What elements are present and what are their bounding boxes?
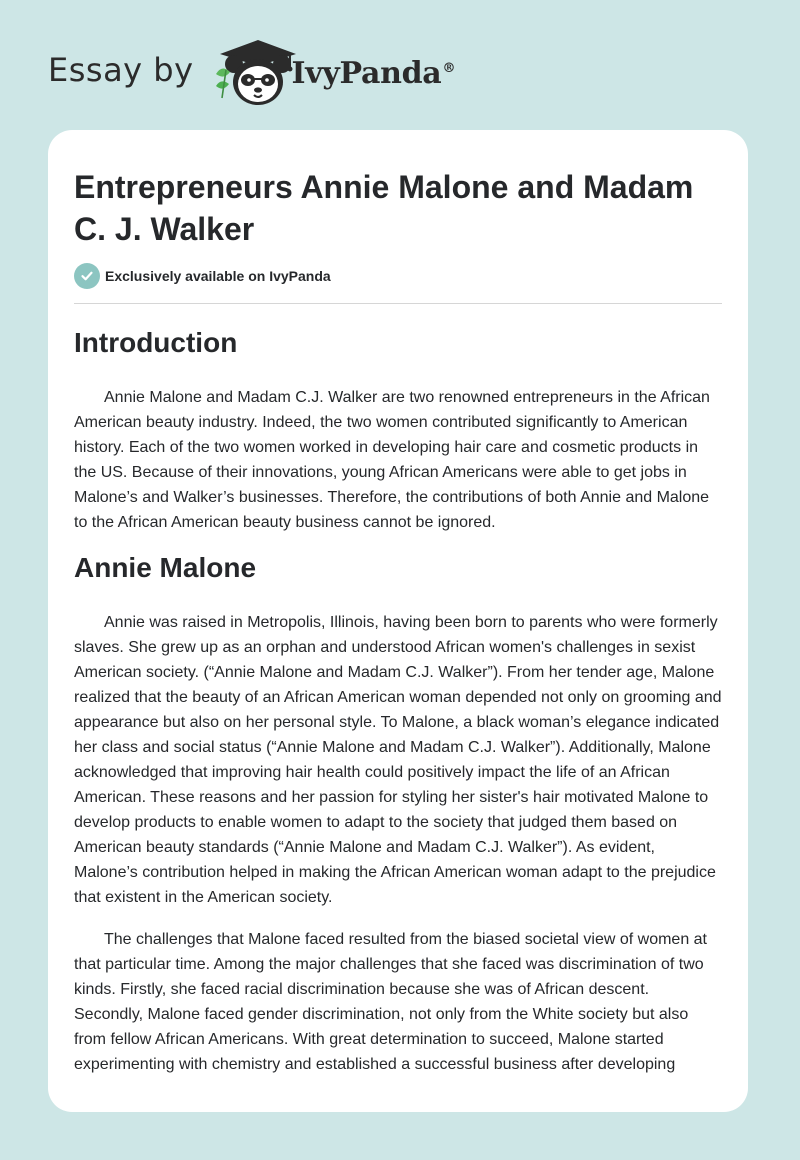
panda-graduate-icon[interactable] [202, 34, 314, 108]
exclusive-badge-label: Exclusively available on IvyPanda [105, 268, 331, 284]
paragraph: Annie was raised in Metropolis, Illinois, having been born to parents who were formerly slaves. She grew up as an orphan and understood African women's challenges in sexist American society. (“Annie Malone and Madam C.J. Walker”). From her tender age, Malone realized that the beauty of an African American woman depended not only on grooming and appearance but also on her personal style. To Malone, a black woman’s elegance indicated her class and social status (“Annie Malone and Madam C.J. Walker”). Additionally, Malone acknowledged that improving hair health could positively impact the life of an African American. These reasons and her passion for styling her sister's hair motivated Malone to develop products to enable women to adapt to the society that judged them based on American beauty standards (“Annie Malone and Madam C.J. Walker”). As evident, Malone’s contribution helped in making the African American woman adapt to the prejudice that existent in the American society. [74, 614, 722, 906]
section-heading-annie-malone: Annie Malone [74, 552, 257, 583]
essay-card [48, 130, 748, 1112]
essay-by-label: Essay by [48, 51, 194, 89]
title-divider [74, 303, 722, 304]
ivypanda-logo-text[interactable]: IvyPanda® [291, 55, 456, 91]
exclusive-badge [74, 263, 331, 289]
paragraph: Annie Malone and Madam C.J. Walker are two renowned entrepreneurs in the African American beauty industry. Indeed, the two women contributed significantly to American history. Each of the two women worked in developing hair care and cosmetic products in the US. Because of their innovations, young African Americans were able to get jobs in Malone’s and Walker’s businesses. Therefore, the contributions of both Annie and Malone to the African American beauty business cannot be ignored. [74, 389, 710, 531]
site-header [48, 34, 455, 108]
section-heading-introduction: Introduction [74, 327, 238, 358]
essay-title: Entrepreneurs Annie Malone and Madam C. J. Walker [74, 169, 694, 247]
paragraph: The challenges that Malone faced resulted from the biased societal view of women at that particular time. Among the major challenges that she faced was discrimination of two kinds. Firstly, she faced racial discrimination because she was of African descent. Secondly, Malone faced gender discrimination, not only from the White society but also from fellow African Americans. With great determination to succeed, Malone started experimenting with chemistry and established a successful business after developing [74, 931, 707, 1073]
essay-body [74, 323, 722, 1077]
check-icon [74, 263, 100, 289]
